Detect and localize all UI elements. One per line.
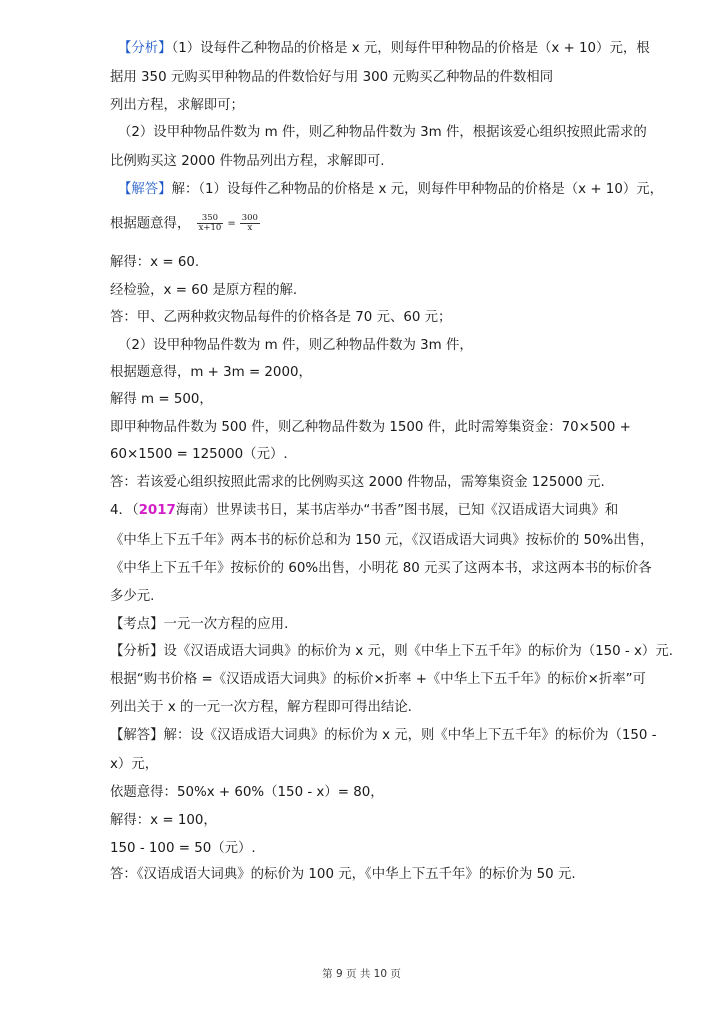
text-line: 60×1500 = 125000（元）. xyxy=(110,447,288,462)
text-line: x）元， xyxy=(110,757,159,772)
analysis-tag: 【分析】 xyxy=(118,41,172,56)
text-line: 答：《汉语成语大词典》的标价为 100 元，《中华上下五千年》的标价为 50 元. xyxy=(110,867,576,882)
text-line: 解得 m = 500， xyxy=(110,392,213,407)
text-line: 《中华上下五千年》两本书的标价总和为 150 元，《汉语成语大词典》按标价的 50%出售， xyxy=(110,533,654,548)
answer-tag: 【解答】 xyxy=(118,182,172,197)
text-line: 列出方程，求解即可； xyxy=(110,98,244,113)
equation-line: 根据题意得， $\frac{350}{x+10}$ = $\frac{300}{x}$ xyxy=(110,213,258,233)
text-line: 【考点】一元一次方程的应用. xyxy=(110,617,289,632)
answer-line-1: 【解答】解：（1）设每件乙种物品的价格是 x 元，则每件甲种物品的价格是（x + 10）元， xyxy=(118,182,664,197)
text-line: （2）设甲种物品件数为 m 件，则乙种物品件数为 3m 件，根据该爱心组织按照此需求的 xyxy=(118,125,647,140)
text-line: 150 - 100 = 50（元）. xyxy=(110,841,256,856)
text-line: 经检验，x = 60 是原方程的解. xyxy=(110,283,298,298)
text-line: 即甲种物品件数为 500 件，则乙种物品件数为 1500 件，此时需筹集资金：70×500 + xyxy=(110,420,631,435)
text-line: 答：甲、乙两种救灾物品每件的价格各是 70 元、60 元； xyxy=(110,310,452,325)
text-line: 解得：x = 60. xyxy=(110,255,200,270)
text-line: 《中华上下五千年》按标价的 60%出售，小明花 80 元买了这两本书，求这两本书的标价各 xyxy=(110,561,652,576)
text-line: 根据题意得，m + 3m = 2000， xyxy=(110,365,312,380)
text-line: 解得：x = 100， xyxy=(110,813,217,828)
text-line: 【分析】设《汉语成语大词典》的标价为 x 元，则《中华上下五千年》的标价为（150 - x）元. xyxy=(110,644,673,659)
text-line: 根据“购书价格 =《汉语成语大词典》的标价×折率 +《中华上下五千年》的标价×折率”可 xyxy=(110,672,646,687)
text-line: 答：若该爱心组织按照此需求的比例购买这 2000 件物品，需筹集资金 125000 元. xyxy=(110,475,605,490)
year-highlight: 2017 xyxy=(138,503,176,518)
text-line: （2）设甲种物品件数为 m 件，则乙种物品件数为 3m 件， xyxy=(118,338,473,353)
fraction-right: $\frac{300}{x}$ xyxy=(241,213,258,233)
text-line: 比例购买这 2000 件物品列出方程，求解即可. xyxy=(110,154,385,169)
text-line: 据用 350 元购买甲种物品的件数恰好与用 300 元购买乙种物品的件数相同 xyxy=(110,70,554,85)
text-line: 依题意得：50%x + 60%（150 - x）= 80， xyxy=(110,785,384,800)
fraction-left: $\frac{350}{x+10}$ xyxy=(198,213,222,233)
question-4-line-1: 4．（2017海南）世界读书日，某书店举办“书香”图书展，已知《汉语成语大词典》和 xyxy=(110,503,619,518)
text-line: 【解答】解：设《汉语成语大词典》的标价为 x 元，则《中华上下五千年》的标价为（150 - xyxy=(110,728,657,743)
page-footer: 第 9 页 共 10 页 xyxy=(322,968,401,980)
text-line: 多少元. xyxy=(110,589,155,604)
analysis-line-1: 【分析】（1）设每件乙种物品的价格是 x 元，则每件甲种物品的价格是（x + 10）元，根 xyxy=(118,41,650,56)
text-line: 列出关于 x 的一元一次方程，解方程即可得出结论. xyxy=(110,700,412,715)
